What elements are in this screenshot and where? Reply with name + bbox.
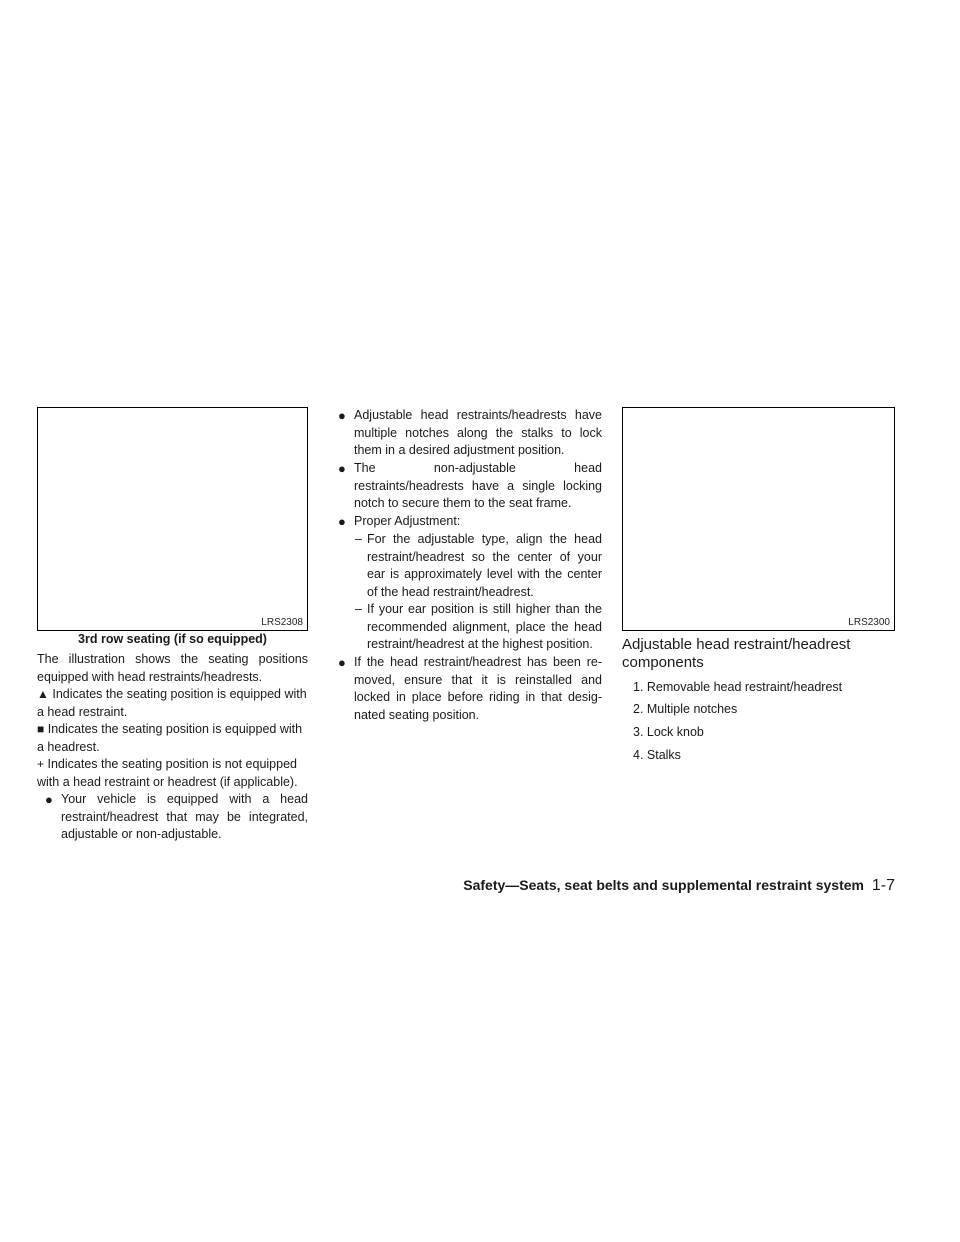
component-item-2: 2. Multiple notches <box>633 702 738 716</box>
bullet-non-adjustable <box>338 460 602 513</box>
page-footer <box>400 877 895 895</box>
figure-code: LRS2300 <box>848 617 890 628</box>
footer-section-title: Safety—Seats, seat belts and supplemental restraint system <box>463 877 864 893</box>
heading-line-2: components <box>622 654 704 671</box>
figure-head-restraint-components <box>622 407 895 631</box>
bullet-text: The non-adjustable head restraints/headrests have a single locking notch to secure them to the seat frame. <box>354 461 602 510</box>
bullet-proper-adjustment <box>338 513 602 531</box>
dash-mark: – <box>355 532 362 546</box>
legend-none <box>37 756 308 791</box>
bullet-vehicle-equipped <box>45 791 308 844</box>
bullet-adjustable <box>338 407 602 460</box>
bullet-removed <box>338 654 602 724</box>
bullet-text: Your vehicle is equipped with a head restraint/headrest that may be integrated, adjustable or non-adjustable. <box>61 792 308 841</box>
figure-code: LRS2308 <box>261 617 303 628</box>
dash-ear-position <box>355 601 602 654</box>
bullet-icon: ● <box>338 461 346 476</box>
figure-caption: 3rd row seating (if so equipped) <box>78 632 267 646</box>
intro-paragraph: The illustration shows the seating positions equipped with head restraints/headrests. <box>37 652 308 684</box>
bullet-icon: ● <box>338 655 346 670</box>
section-heading <box>622 636 895 672</box>
figure-3rd-row-seating <box>37 407 308 631</box>
bullet-icon: ● <box>45 792 53 807</box>
legend-text: Indicates the seating position is equipped with a head restraint. <box>37 687 307 719</box>
legend-text: Indicates the seating position is equipped with a headrest. <box>37 722 303 754</box>
bullet-text: Adjustable head restraints/headrests have multiple notches along the stalks to lock them in a desired adjustment position. <box>354 408 602 457</box>
dash-text: If your ear position is still higher than the recommended alignment, place the head restraint/headrest at the highest position. <box>367 602 602 651</box>
page-number: 1-7 <box>871 877 895 894</box>
legend-restraint <box>37 686 308 721</box>
dash-adjustable-type <box>355 531 602 601</box>
component-item-4: 4. Stalks <box>633 748 681 762</box>
dash-mark: – <box>355 602 362 616</box>
dash-text: For the adjustable type, align the head restraint/headrest so the center of your ear is approximately level with the center of the head restraint/headrest. <box>367 532 602 599</box>
bullet-text: If the head restraint/headrest has been re-moved, ensure that it is reinstalled and locked in place before riding in that desig-nated seating position. <box>354 655 602 722</box>
bullet-text: Proper Adjustment: <box>354 514 461 528</box>
heading-line-1: Adjustable head restraint/headrest <box>622 636 851 653</box>
legend-text: Indicates the seating position is not equipped with a head restraint or headrest (if applicable). <box>37 757 298 789</box>
component-item-3: 3. Lock knob <box>633 725 704 739</box>
bullet-icon: ● <box>338 514 346 529</box>
bullet-icon: ● <box>338 408 346 423</box>
square-icon: ■ <box>37 722 45 736</box>
component-item-1: 1. Removable head restraint/headrest <box>633 680 843 694</box>
triangle-icon: ▲ <box>37 687 49 701</box>
plus-icon: + <box>37 757 45 771</box>
legend-headrest <box>37 721 308 756</box>
